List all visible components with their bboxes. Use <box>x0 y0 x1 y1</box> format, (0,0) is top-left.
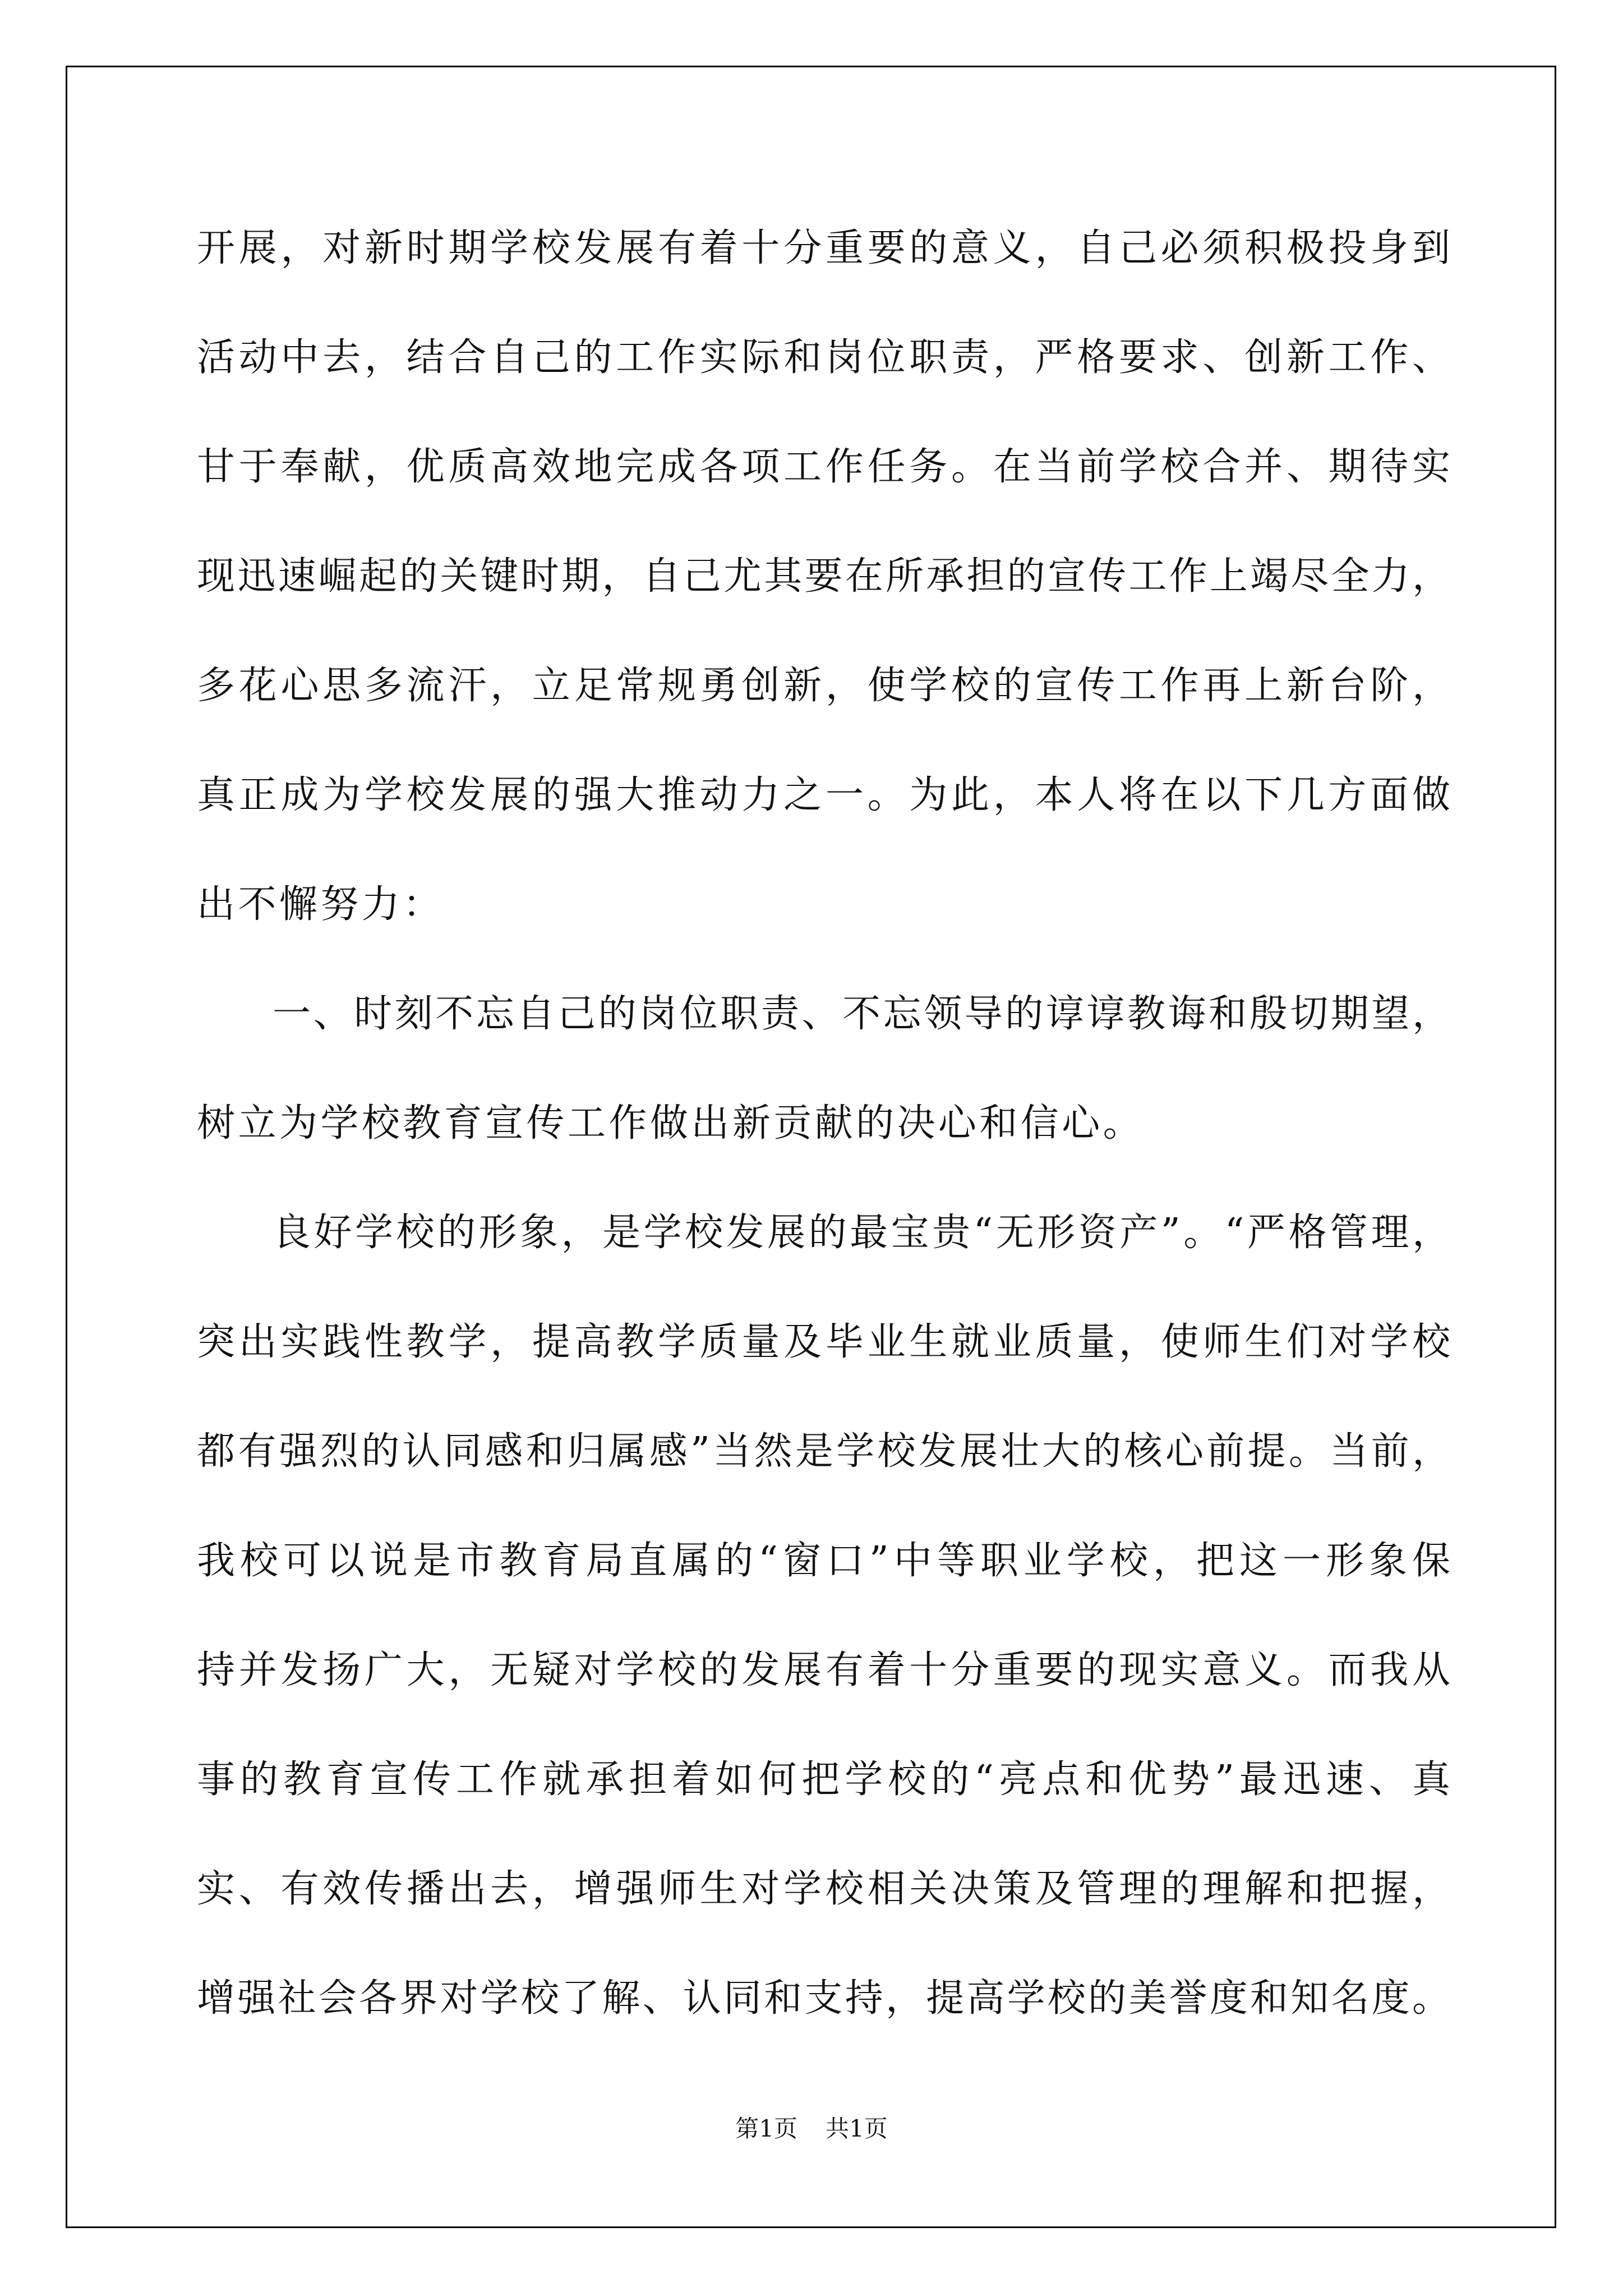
text-line: 突出实践性教学，提高教学质量及毕业生就业质量，使师生们对学校 <box>197 1320 1450 1364</box>
page-number-current: 第1页 <box>735 2115 797 2142</box>
text-line: 实、有效传播出去，增强师生对学校相关决策及管理的理解和把握， <box>197 1867 1450 1911</box>
text-line: 事的教育宣传工作就承担着如何把学校的“亮点和优势”最迅速、真 <box>197 1757 1450 1802</box>
page-number-total: 共1页 <box>826 2115 888 2142</box>
text-line: 都有强烈的认同感和归属感”当然是学校发展壮大的核心前提。当前， <box>197 1429 1450 1474</box>
text-line: 现迅速崛起的关键时期，自己尤其要在所承担的宣传工作上竭尽全力， <box>197 554 1450 599</box>
document-body <box>197 220 1450 2080</box>
text-line: 开展，对新时期学校发展有着十分重要的意义，自己必须积极投身到 <box>197 226 1450 270</box>
text-line-indented: 良好学校的形象，是学校发展的最宝贵“无形资产”。“严格管理， <box>273 1211 1450 1255</box>
text-line: 真正成为学校发展的强大推动力之一。为此，本人将在以下几方面做 <box>197 773 1450 817</box>
text-line: 增强社会各界对学校了解、认同和支持，提高学校的美誉度和知名度。 <box>197 1976 1450 2021</box>
text-line-indented: 一、时刻不忘自己的岗位职责、不忘领导的谆谆教诲和殷切期望， <box>273 992 1450 1036</box>
page-footer <box>0 2112 1623 2146</box>
text-line: 甘于奉献，优质高效地完成各项工作任务。在当前学校合并、期待实 <box>197 445 1450 489</box>
text-line: 持并发扬广大，无疑对学校的发展有着十分重要的现实意义。而我从 <box>197 1648 1450 1692</box>
text-line: 树立为学校教育宣传工作做出新贡献的决心和信心。 <box>197 1101 1145 1145</box>
text-line: 出不懈努力： <box>197 882 444 927</box>
text-line: 我校可以说是市教育局直属的“窗口”中等职业学校，把这一形象保 <box>197 1539 1450 1583</box>
text-line: 活动中去，结合自己的工作实际和岗位职责，严格要求、创新工作、 <box>197 335 1450 380</box>
text-line: 多花心思多流汗，立足常规勇创新，使学校的宣传工作再上新台阶， <box>197 664 1450 708</box>
